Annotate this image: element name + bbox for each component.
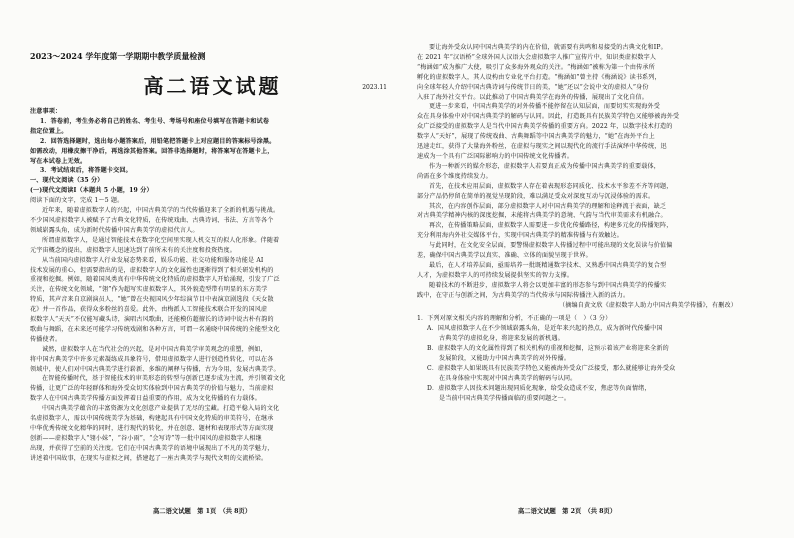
article-line: 创新——虚拟数字人“翎小妹”，“谷小雨”，“会写诗”等一批中国风的虚拟数字人相继: [30, 434, 262, 442]
article-line: 从当前国内虚拟数字人行业发展态势来看，娱乐功能、社交功能和服务功能是 AI: [42, 256, 264, 264]
article-line: 人才，为虚拟数字人的可持续发展提供坚实的智力支撑。: [417, 271, 574, 279]
option-b-cont: 发展阶段，又能助力中国古典美学的对外传播。: [439, 355, 571, 363]
article-line: 数字人在中国古典美学传播方面发挥着日益重要的作用，成为文化传播的有力载体。: [30, 395, 262, 403]
left-body: [30, 107, 395, 464]
article-line: 关注，在传统文化领域，“翎”作为超写实虚拟数字人，其外貌造型带有明显的东方美学: [30, 286, 268, 294]
article-line: 诚然，虚拟数字人在当代社会的兴起，是对中国古典美学审美观念的重塑，例如，: [42, 345, 267, 353]
article-line: 首先，在技术应用层面，虚拟数字人存在着表现形态同质化、技术水平参差不齐等问题，: [429, 182, 673, 190]
article-line: 对古典美学精神内核的深度挖掘，未能将古典美学的意境、气韵与当代审美需求有机融合。: [417, 212, 667, 220]
article-line: 数字人“天好”，展现了传统戏曲、古典舞蹈等中国古典美学的魅力，“她”在海外平台上: [417, 133, 655, 141]
article-line: 元宇宙概念的提出，虚拟数字人迅速达到了前所未有的关注度和投资热度。: [30, 246, 237, 254]
article-line: 中国古典美学蕴含的丰富资源为文化创意产业提供了无尽的宝藏。打造平稳入局的文化: [42, 405, 280, 413]
article-line: 作为一种新兴的媒介形态，虚拟数字人若要真正成为传播中国古典美学的重要载体，: [429, 162, 661, 170]
article-line: 迅速走红，获得了大量海外粉丝，在虚拟与现实之间以现代化的流行手法演绎中华传统，迅: [417, 143, 667, 151]
reading-instruction: 阅读下面的文字，完成 1～5 题。: [30, 197, 124, 205]
article-line: 出现，并获得了空前的关注度。它们在中国古典美学的语境中展现出了不凡的美学魅力，: [30, 444, 274, 452]
option-d: D．虚拟数字人因技术问题出现同质化现象，给受众造成不安，焦虑等负面情绪，: [427, 384, 651, 392]
article-line: 众广泛接受的虚拟数字人是当代中国古典美学传播的重要方向。2022 年，以数字技术打造的: [417, 123, 673, 131]
article-line: 在 2021 年“汉语桥”全球外国人汉语大会虚拟数字人推广宣传片中，知识类虚拟数字人: [417, 53, 657, 61]
article-line: 将中国古典美学中许多元素凝练成具象符号，借用虚拟数字人进行创造性转化，可以在各: [30, 355, 274, 363]
exam-header: 2023～2024 学年度第一学期期中教学质量检测: [30, 51, 206, 61]
article-line: 其次，在内容创作层面，部分虚拟数字人对中国古典美学的理解和诠释流于表面，缺乏: [429, 202, 667, 210]
note-item: 3．考试结束后，将答题卡交回。: [40, 167, 132, 175]
article-line: 拟数字人“天天”不仅能写藏头诗，演唱古风歌曲，还能模仿超擅长的诗词中说古朴有韵的: [30, 316, 274, 324]
article-line: 名虚拟数字人，需以中国传统美学为基础，构建起具有中国文化特质的审美符号，在继承: [30, 415, 274, 423]
right-body: [417, 43, 777, 404]
article-line: 尚需在多个维度持续发力。: [417, 172, 492, 180]
article-line: “梅涵如”成为推广大使，吸引了众多海外观众的关注。“梅涵如”被称为第一个由传承所: [417, 63, 655, 71]
article-line: 中华优秀传统文化精华的同时，进行现代的转化，并在创意、题材和表现形式等方面实现: [30, 425, 274, 432]
article-line: 要让海外受众认同中国古典美学的内在价值，就需要有共鸣和易接受的古典文化和IP。: [429, 44, 667, 51]
article-line: 众在具身体验中对中国古典美学的解码与认同。因此，打造既具有民族美学特色又能够被海外受: [417, 113, 680, 121]
left-column: [30, 0, 395, 538]
article-line: 最后，在人才培养层面，亟需培养一批既精通数字技术、又熟悉中国古典美学的复合型: [429, 261, 667, 269]
article-line: 领域崭露头角，成为新时代传播中国古典美学的虚拟代言人。: [30, 226, 199, 234]
option-c-cont: 在具身体验中实现对中国古典美学的解码与认同。: [439, 374, 577, 382]
article-line: 速成为一个具有广泛国际影响力的中国传统文化传播者。: [417, 152, 574, 160]
article-line: 部分产品仍停留在简单的视觉呈现阶段，难以满足受众对深度互动与沉浸体验的需求。: [417, 192, 655, 200]
article-line: 特质，其声音来自京剧演员人，“她”曾在央视国风少年综演节目中表演京剧选段《天女散: [30, 296, 274, 304]
page-footer-left: 高二语文试题 第 1页 （共 8页）: [153, 508, 252, 515]
right-column: [417, 0, 777, 538]
question-stem: 1．下列对原文相关内容的理解和分析，不正确的一项是（ ）（3 分）: [417, 315, 612, 323]
note-item: 2．回答选择题时，选出每小题答案后，用铅笔把答题卡上对应题目的答案标号涂黑。: [40, 137, 276, 145]
page-footer-right: 高二语文试题 第 2页 （共 8页）: [518, 508, 617, 515]
option-c: C．虚拟数字人如果既具有民族美学特色又能被海外受众广泛接受，那么就能够让海外受众: [427, 365, 676, 372]
article-line: 充分利用海内外社交媒体平台，实现中国古典美学的精准传播与有效触达。: [417, 232, 624, 240]
note-item: 指定位置上。: [30, 127, 68, 135]
article-line: 传播使者。: [30, 335, 62, 343]
article-line: 讲述着中国故事，在现实与虚拟之间，搭建起了一座古典美学与现代文明的交流桥梁。: [30, 454, 268, 462]
article-line: 技术发展的重心，但需要指出的是，虚拟数字人的文化属性也逐渐得到了相关研发机构的: [30, 266, 274, 274]
article-line: 重视和挖掘。例如，随着国风类真有中华传统文化特质的虚拟数字人开始涌现，引发了广泛: [30, 276, 280, 284]
article-line: 入驻了海外社交平台。以此推动了中国古典美学在海外的传播，展现出了文化自信。: [417, 93, 649, 101]
article-line: 向全球年轻人介绍中国古典诗词与传统节日的美，“她”还以“会说中文的虚拟人”身份: [417, 83, 649, 91]
article-line: 差，确保中国古典美学以真实、准确、立体的面貌呈现于世界。: [417, 252, 592, 260]
note-item: 写在本试卷上无效。: [30, 157, 87, 165]
notes-heading: 注意事项：: [30, 108, 62, 115]
option-a: A．国风虚拟数字人在不少领域崭露头角，是近年来兴起的热点，成为新时代传播中国: [427, 325, 663, 333]
option-a-cont: 古典美学的虚拟化身，将迎来发展的新机遇。: [439, 335, 564, 343]
article-line: 与此同时，在文化安全层面，要警惕虚拟数字人传播过程中可能出现的文化误读与价值偏: [429, 242, 673, 250]
article-line: 不少国风虚拟数字人被赋予了古典文化特质，在传统戏曲、古典诗词、书法、方言等各个: [30, 216, 274, 224]
option-d-cont: 是当前中国古典美学传播面临的重要问题之一。: [439, 394, 571, 402]
article-line: 践中，在守正与创新之间，为古典美学的当代传承与国际传播注入新的活力。: [417, 291, 630, 299]
article-line: 所谓虚拟数字人，是通过智能技术在数字化空间里实现人机交互的拟人化形象。伴随着: [42, 236, 280, 244]
article-source: （摘编自黄文欣《虚拟数字人助力中国古典美学传播》，有删改）: [558, 301, 737, 309]
article-line: 更进一步来看，中国古典美学的对外传播不能停留在认知层面，而要切实实现海外受: [429, 103, 661, 111]
note-item: 1．答卷前，考生务必将自己的姓名、考生号、考场号和座位号填写在答题卡和试卷: [40, 117, 270, 125]
article-line: 领域中，使人们对中国古典美学进行崭新、多维的阐释与传播，古为今用，发展古典美学。: [30, 365, 280, 373]
exam-date: 2023.11: [362, 84, 387, 91]
section-title: 一、现代文阅读（35 分）: [30, 177, 104, 185]
page-title: 高二语文试题: [143, 74, 282, 98]
article-line: 再次，在传播策略层面，虚拟数字人需要进一步优化传播路径，构建多元化的传播矩阵，: [429, 222, 673, 230]
article-line: 随着技术的不断进步，虚拟数字人将会以更加丰富的形态参与到中国古典美学的传播实: [429, 281, 667, 289]
subsection-title: (一)现代文阅读Ⅰ（本题共 5 小题，19 分）: [30, 187, 153, 195]
article-line: 传播，让更广泛的年轻群体和海外受众切实体验到中国古典美学的价值与魅力，当前虚拟: [30, 385, 274, 393]
article-line: 孵化的虚拟数字人，其人设构由专业化平台打造。“梅涵如”曾主持《梅涵说》读书系列，: [417, 73, 661, 81]
option-b: B．虚拟数字人的文化属性得到了相关机构的重视和挖掘，这预示着该产业将迎来全新的: [427, 345, 669, 353]
article-line: 在智能传播时代，基于智能技术的审美形态的转型与创新已逐步成为主流，并引领着文化: [42, 375, 286, 383]
article-line: 花》并一首作品，获得众多粉丝的喜爱。此外，由梅派人工智能技术联合开发的国风虚: [30, 306, 268, 314]
article-line: 近年来，随着虚拟数字人的兴起，中国古典美学的当代传播迎来了全新的机遇与挑战。: [42, 207, 280, 215]
note-item: 如需改动，用橡皮擦干净后，再选涂其他答案。回答非选择题时，将答案写在答题卡上，: [30, 147, 274, 155]
article-line: 歌曲与舞蹈，在未来还可能学习传统戏剧和各种方言，可谓一名通晓中国传统的全能型文化: [30, 325, 280, 333]
